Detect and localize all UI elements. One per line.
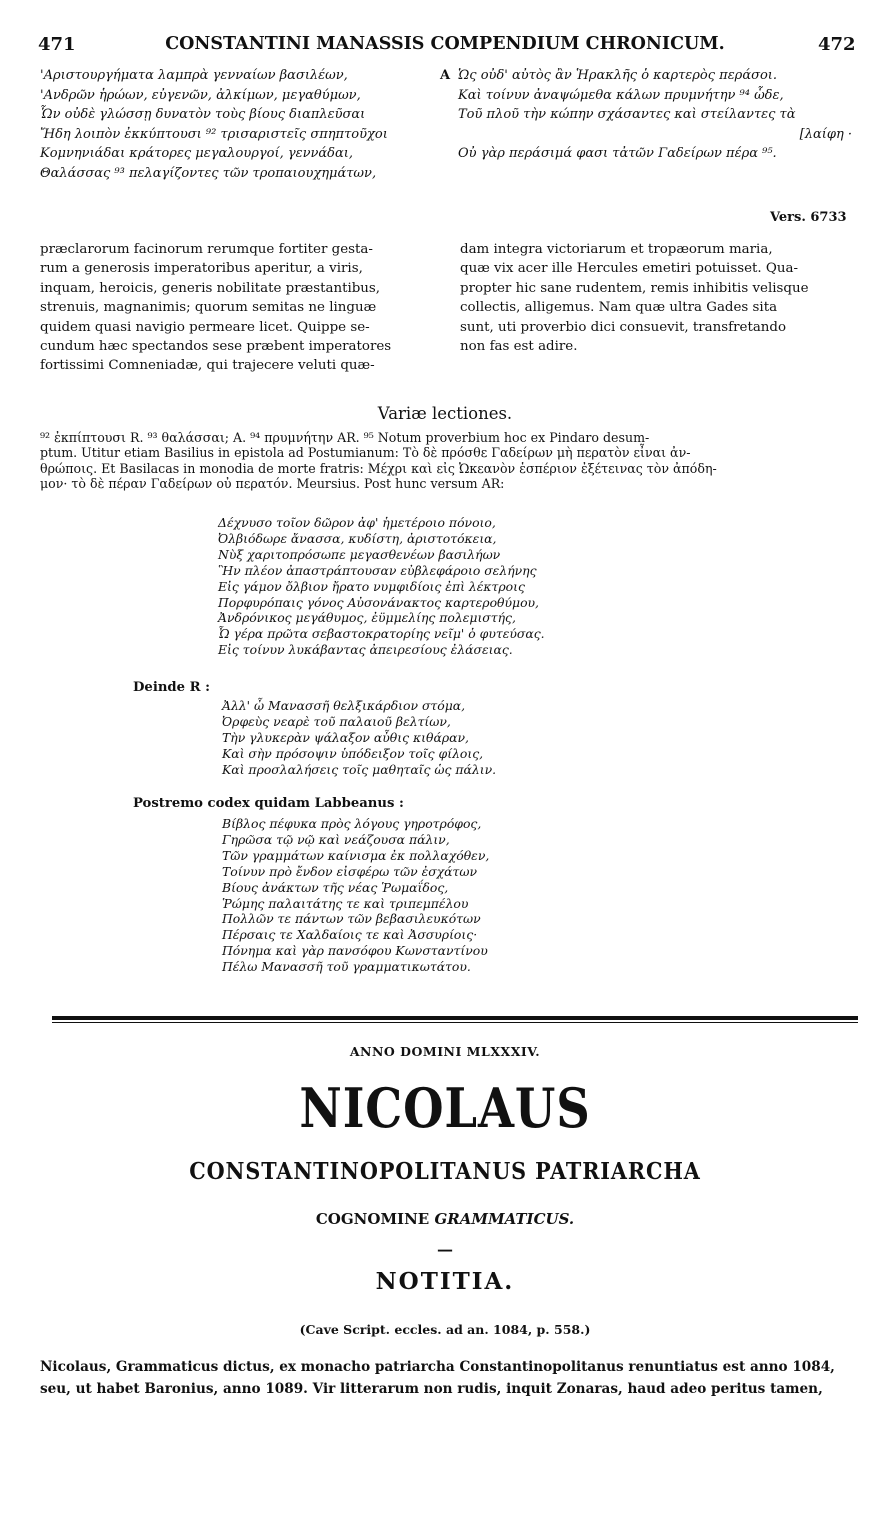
verse-reference: Vers. 6733 bbox=[770, 210, 847, 225]
text-line: dam integra victoriarum et tropæorum maria, bbox=[460, 242, 773, 257]
poem-line: Εἰς γάμον ὄλβιον ἤρατο νυμφιδίοις ἐπὶ λέκτροις bbox=[218, 578, 525, 594]
citation: (Cave Script. eccles. ad an. 1084, p. 558.) bbox=[299, 1322, 591, 1337]
verse-line: 'Αριστουργήματα λαμπρὰ γενναίων βασιλέων, bbox=[40, 68, 348, 83]
poem-line: Δέχνυσο τοῖον δῶρον ἀφ' ἡμετέροιο πόνοιο, bbox=[218, 515, 496, 530]
text-line: quæ vix acer ille Hercules emetiri potuisset. Qua- bbox=[460, 261, 798, 277]
note-line: μον· τὸ δὲ πέραν Γαδείρων οὐ περατόν. Meursius. Post hunc versum AR: bbox=[40, 476, 505, 492]
verse-line: Ὡς οὐδ' αὐτὸς ἂν Ἡρακλῆς ὁ καρτερὸς περάσοι. bbox=[458, 68, 778, 83]
poem-line: Βίους ἀνάκτων τῆς νέας Ῥωμαΐδος, bbox=[222, 879, 449, 895]
verse-line: Κομνηνιάδαι κράτορες μεγαλουργοί, γεννάδαι, bbox=[40, 146, 353, 162]
poem-line: Ὀρφεὺς νεαρὲ τοῦ παλαιοῦ βελτίων, bbox=[222, 713, 451, 729]
note-line: ⁹² ἐκπίπτουσι R. ⁹³ θαλάσσαι; A. ⁹⁴ πρυμνήτην AR. ⁹⁵ Notum proverbium hoc ex Pindaro desum- bbox=[40, 430, 650, 445]
cognomine-line bbox=[0, 1210, 890, 1228]
section-divider-thick bbox=[52, 1016, 858, 1020]
text-line: seu, ut habet Baronius, anno 1089. Vir litterarum non rudis, inquit Zonaras, haud adeo peritus tamen, bbox=[40, 1381, 823, 1397]
verse-line: Θαλάσσας ⁹³ πελαγίζοντες τῶν τροπαιουχημάτων, bbox=[40, 165, 377, 181]
dash-separator: — bbox=[437, 1240, 453, 1259]
section-subtitle: CONSTANTINOPOLITANUS PATRIARCHA bbox=[189, 1158, 701, 1185]
verse-line: Τοῦ πλοῦ τὴν κώπην σχάσαντες καὶ στείλαντες τὰ bbox=[458, 107, 796, 123]
poem-line: Ὦ γέρα πρῶτα σεβαστοκρατορίης νεῖμ' ὁ φυτεύσας. bbox=[218, 626, 545, 642]
text-line: sunt, uti proverbio dici consuevit, transfretando bbox=[460, 319, 787, 335]
latin-column-left bbox=[40, 240, 391, 376]
latin-column-right bbox=[460, 240, 809, 356]
poem-line: Ἣν πλέον ἀπαστράπτουσαν εὐβλεφάροιο σελήνης bbox=[218, 562, 537, 578]
poem-line: Καὶ σὴν πρόσοψιν ὑπόδειξον τοῖς φίλοις, bbox=[222, 745, 484, 761]
section-name: NICOLAUS bbox=[299, 1076, 591, 1140]
poem-line: Ῥώμης παλαιτάτης τε καὶ τριπεμπέλου bbox=[222, 895, 469, 911]
poem-3-label: Postremo codex quidam Labbeanus : bbox=[133, 796, 404, 811]
cognomine-label: COGNOMINE bbox=[315, 1210, 430, 1228]
text-line: inquam, heroicis, generis nobilitate præstantibus, bbox=[40, 280, 381, 296]
section-divider-thin bbox=[52, 1022, 858, 1023]
verse-line: [λαίφη · bbox=[799, 126, 852, 142]
verse-line: Ὧν οὐδὲ γλώσσῃ δυνατὸν τοὺς βίους διαπλεῦσαι bbox=[40, 107, 366, 123]
page-number-right: 472 bbox=[818, 34, 856, 55]
verse-line: Ἤδη λοιπὸν ἐκκύπτουσι ⁹² τρισαριστεῖς σπηπτοῦχοι bbox=[40, 126, 388, 142]
poem-1 bbox=[218, 515, 545, 658]
text-line: propter hic sane rudentem, remis inhibitis velisque bbox=[460, 280, 809, 296]
poem-line: Νὺξ χαριτοπρόσωπε μεγασθενέων βασιλήων bbox=[218, 546, 501, 562]
text-line: collectis, alligemus. Nam quæ ultra Gades sita bbox=[460, 300, 778, 316]
variae-lectiones-title: Variæ lectiones. bbox=[377, 404, 513, 423]
cognomine-name: GRAMMATICUS. bbox=[434, 1210, 575, 1228]
page-number-left: 471 bbox=[38, 34, 76, 55]
poem-line: Πορφυρόπαις γόνος Αὐσονάνακτος καρτεροθύμου, bbox=[218, 594, 540, 610]
running-title: CONSTANTINI MANASSIS COMPENDIUM CHRONICUM. bbox=[165, 34, 725, 54]
poem-2 bbox=[222, 698, 496, 778]
margin-letter: A bbox=[440, 68, 451, 83]
text-line: quidem quasi navigio permeare licet. Quippe se- bbox=[40, 319, 370, 335]
text-line: non fas est adire. bbox=[460, 339, 578, 355]
variant-notes bbox=[40, 430, 717, 492]
poem-line: Πέλω Μανασσῆ τοῦ γραμματικωτάτου. bbox=[222, 959, 471, 975]
poem-line: Τὴν γλυκερὰν ψάλαξον αὖθις κιθάραν, bbox=[222, 729, 469, 745]
poem-line: Εἰς τοίνυν λυκάβαντας ἀπειρεσίους ἐλάσειας. bbox=[218, 642, 513, 658]
poem-line: Καὶ προσλαλήσεις τοῖς μαθηταῖς ὡς πάλιν. bbox=[222, 761, 497, 777]
poem-line: Πέρσαις τε Χαλδαίοις τε καὶ Ἀσσυρίοις· bbox=[222, 927, 478, 943]
poem-line: Βίβλος πέφυκα πρὸς λόγους γηροτρόφος, bbox=[222, 816, 482, 831]
poem-line: Ὀλβιόδωρε ἄνασσα, κυδίστη, ἀριστοτόκεια, bbox=[218, 530, 497, 546]
poem-line: Πολλῶν τε πάντων τῶν βεβασιλευκότων bbox=[222, 911, 481, 927]
poem-line: Ἀνδρόνικος μεγάθυμος, ἐϋμμελίης πολεμιστής, bbox=[218, 610, 516, 626]
body-text bbox=[40, 1356, 835, 1400]
poem-line: Ἀλλ' ὦ Μανασσῆ θελξικάρδιον στόμα, bbox=[222, 698, 466, 713]
poem-line: Τῶν γραμμάτων καίνισμα ἐκ πολλαχόθεν, bbox=[222, 847, 490, 863]
verse-line: 'Ανδρῶν ἡρώων, εὐγενῶν, ἀλκίμων, μεγαθύμων, bbox=[40, 87, 361, 103]
greek-verse-right bbox=[458, 66, 852, 164]
text-line: rum a generosis imperatoribus aperitur, a viris, bbox=[40, 261, 363, 277]
greek-verse-left bbox=[40, 66, 388, 184]
notitia-heading: NOTITIA. bbox=[375, 1268, 515, 1295]
poem-2-label: Deinde R : bbox=[133, 680, 211, 695]
poem-3 bbox=[222, 816, 489, 975]
text-line: præclarorum facinorum rerumque fortiter gesta- bbox=[40, 242, 373, 257]
verse-line: Οὐ γὰρ περάσιμά φασι τἀτῶν Γαδείρων πέρα ⁹⁵. bbox=[458, 146, 777, 162]
verse-line: Καὶ τοίνυν ἀναψώμεθα κάλων πρυμνήτην ⁹⁴ ὧδε, bbox=[458, 87, 784, 103]
poem-line: Γηρῶσα τῷ νῷ καὶ νεάζουσα πάλιν, bbox=[222, 831, 450, 847]
note-line: ptum. Utitur etiam Basilius in epistola ad Postumianum: Τὸ δὲ πρόσθε Γαδείρων μὴ περατὸν εἶναι ἀν- bbox=[40, 445, 691, 461]
anno-line: ANNO DOMINI MLXXXIV. bbox=[349, 1044, 541, 1059]
poem-line: Τοίνυν πρὸ ἔνδον εἰσφέρω τῶν ἐσχάτων bbox=[222, 863, 478, 879]
text-line: Nicolaus, Grammaticus dictus, ex monacho patriarcha Constantinopolitanus renuntiatus est anno 1084, bbox=[40, 1359, 835, 1375]
text-line: cundum hæc spectandos sese præbent imperatores bbox=[40, 339, 392, 355]
text-line: strenuis, magnanimis; quorum semitas ne linguæ bbox=[40, 300, 377, 316]
text-line: fortissimi Comneniadæ, qui trajecere veluti quæ- bbox=[40, 358, 375, 374]
note-line: θρώποις. Et Basilacas in monodia de morte fratris: Μέχρι καὶ εἰς Ὠκεανὸν ἑσπέριον ἐξέτεινας τὸν ἀπόδη- bbox=[40, 460, 717, 476]
poem-line: Πόνημα καὶ γὰρ πανσόφου Κωνσταντίνου bbox=[222, 943, 488, 959]
